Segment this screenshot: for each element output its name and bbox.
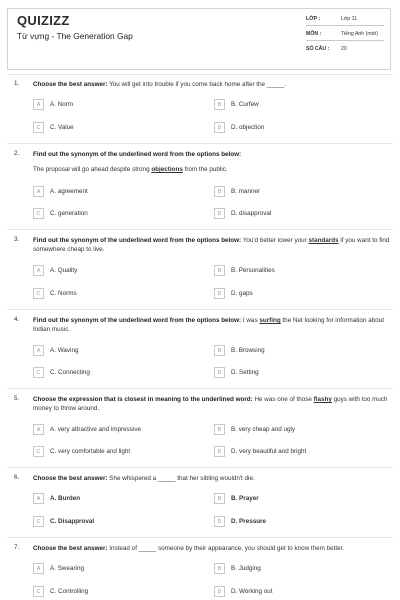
option-text: A. agreement: [50, 188, 88, 195]
option-letter-badge: B: [214, 265, 225, 276]
question-sentence: She whispered a _____ that her sibling wouldn't die.: [107, 475, 255, 482]
question-instruction: Choose the best answer:: [33, 545, 108, 552]
option-text: C. Value: [50, 124, 74, 131]
option-letter-badge: B: [214, 493, 225, 504]
question-number: 7.: [14, 544, 20, 551]
option-text: D. very beautiful and bright: [231, 448, 307, 455]
option-text: A. Swearing: [50, 565, 84, 572]
meta-class-label: LỚP :: [306, 16, 321, 22]
option-text: B. Curfew: [231, 101, 259, 108]
question-number: 2.: [14, 150, 20, 157]
underlined-word: surfing: [259, 317, 281, 324]
question-number: 5.: [14, 395, 20, 402]
option-letter-badge: A: [33, 99, 44, 110]
option-letter-badge: A: [33, 186, 44, 197]
option-text: B. Personalities: [231, 267, 275, 274]
option-letter-badge: C: [33, 288, 44, 299]
option-letter-badge: D: [214, 122, 225, 133]
option-letter-badge: A: [33, 493, 44, 504]
option-letter-badge: A: [33, 345, 44, 356]
option-letter-badge: D: [214, 586, 225, 597]
question-text: [33, 80, 391, 89]
question-divider: [7, 537, 393, 538]
option-text: D. gaps: [231, 290, 253, 297]
option-letter-badge: B: [214, 345, 225, 356]
option-text: D. Setting: [231, 369, 259, 376]
question-text: Find out the synonym of the underlined word from the options below: I was surfing the Net looking for information about Indian music.: [33, 317, 384, 334]
option-text: B. Judging: [231, 565, 261, 572]
option-text: A. Burden: [50, 495, 81, 502]
option-letter-badge: C: [33, 516, 44, 527]
option-text: C. Norms: [50, 290, 77, 297]
question-instruction: Find out the synonym of the underlined word from the options below:: [33, 317, 242, 324]
option-text: C. generation: [50, 210, 88, 217]
meta-class-value: Lớp 11: [341, 16, 357, 22]
question-number: 3.: [14, 236, 20, 243]
option-letter-badge: A: [33, 563, 44, 574]
meta-count-label: SỐ CÂU :: [306, 46, 330, 52]
option-text: C. Connecting: [50, 369, 90, 376]
question-number: 1.: [14, 80, 20, 87]
question-instruction: Choose the expression that is closest in meaning to the underlined word:: [33, 396, 253, 403]
worksheet-title: Từ vựng - The Generation Gap: [17, 31, 133, 41]
question-text: Choose the expression that is closest in meaning to the underlined word: He was one of those flashy guys with too much money to throw around.: [33, 396, 388, 413]
option-letter-badge: C: [33, 122, 44, 133]
option-text: D. Pressure: [231, 518, 267, 525]
question-text: [33, 150, 391, 159]
question-sentence: You will get into trouble if you come back home after the _____.: [107, 81, 287, 88]
option-letter-badge: A: [33, 265, 44, 276]
option-text: B. Browsing: [231, 347, 265, 354]
option-letter-badge: D: [214, 208, 225, 219]
option-letter-badge: D: [214, 288, 225, 299]
question-divider: [7, 309, 393, 310]
question-number: 6.: [14, 474, 20, 481]
quizizz-logo: QUIZIZZ: [17, 13, 70, 28]
option-text: C. very comfortable and light: [50, 448, 131, 455]
option-letter-badge: B: [214, 99, 225, 110]
question-divider: [7, 388, 393, 389]
option-text: A. Norm: [50, 101, 74, 108]
question-instruction: Find out the synonym of the underlined word from the options below:: [33, 151, 242, 158]
question-number: 4.: [14, 316, 20, 323]
worksheet-header: [0, 0, 400, 72]
option-text: B. very cheap and ugly: [231, 426, 296, 433]
option-letter-badge: D: [214, 446, 225, 457]
option-text: B. manner: [231, 188, 261, 195]
question-instruction: Choose the best answer:: [33, 81, 108, 88]
option-letter-badge: C: [33, 208, 44, 219]
question-instruction: Choose the best answer:: [33, 475, 108, 482]
option-text: C. Controlling: [50, 588, 89, 595]
question-divider: [7, 143, 393, 144]
option-text: A. very attractive and impressive: [50, 426, 141, 433]
option-text: A. Quality: [50, 267, 78, 274]
question-divider: [7, 74, 393, 75]
option-text: A. Waving: [50, 347, 79, 354]
question-text: [33, 474, 391, 483]
option-letter-badge: D: [214, 516, 225, 527]
option-text: D. objection: [231, 124, 265, 131]
option-text: C. Disapproval: [50, 518, 95, 525]
question-text: Find out the synonym of the underlined word from the options below: You'd better lower your standards if you want to find somewhere cheap to live.: [33, 237, 390, 254]
question-text: [33, 544, 391, 553]
underlined-word: flashy: [313, 396, 332, 403]
option-text: B. Prayer: [231, 495, 259, 502]
question-sentence: The proposal will go ahead despite strong objections from the public.: [33, 166, 228, 173]
meta-divider: [306, 40, 384, 41]
option-text: D. Working out: [231, 588, 273, 595]
option-letter-badge: B: [214, 186, 225, 197]
option-letter-badge: B: [214, 563, 225, 574]
question-instruction: Find out the synonym of the underlined word from the options below:: [33, 237, 242, 244]
underlined-word: standards: [308, 237, 339, 244]
meta-divider: [306, 25, 384, 26]
option-letter-badge: D: [214, 367, 225, 378]
option-letter-badge: C: [33, 446, 44, 457]
option-letter-badge: B: [214, 424, 225, 435]
option-letter-badge: A: [33, 424, 44, 435]
question-sentence: Instead of _____ someone by their appearance, you should get to know them better.: [107, 545, 345, 552]
question-divider: [7, 229, 393, 230]
meta-subject-label: MÔN :: [306, 31, 322, 37]
meta-count-value: 20: [341, 46, 347, 52]
option-letter-badge: C: [33, 367, 44, 378]
option-letter-badge: C: [33, 586, 44, 597]
option-text: D. disapproval: [231, 210, 272, 217]
meta-subject-value: Tiếng Anh (mới): [341, 31, 378, 37]
underlined-word: objections: [151, 166, 183, 173]
question-divider: [7, 467, 393, 468]
